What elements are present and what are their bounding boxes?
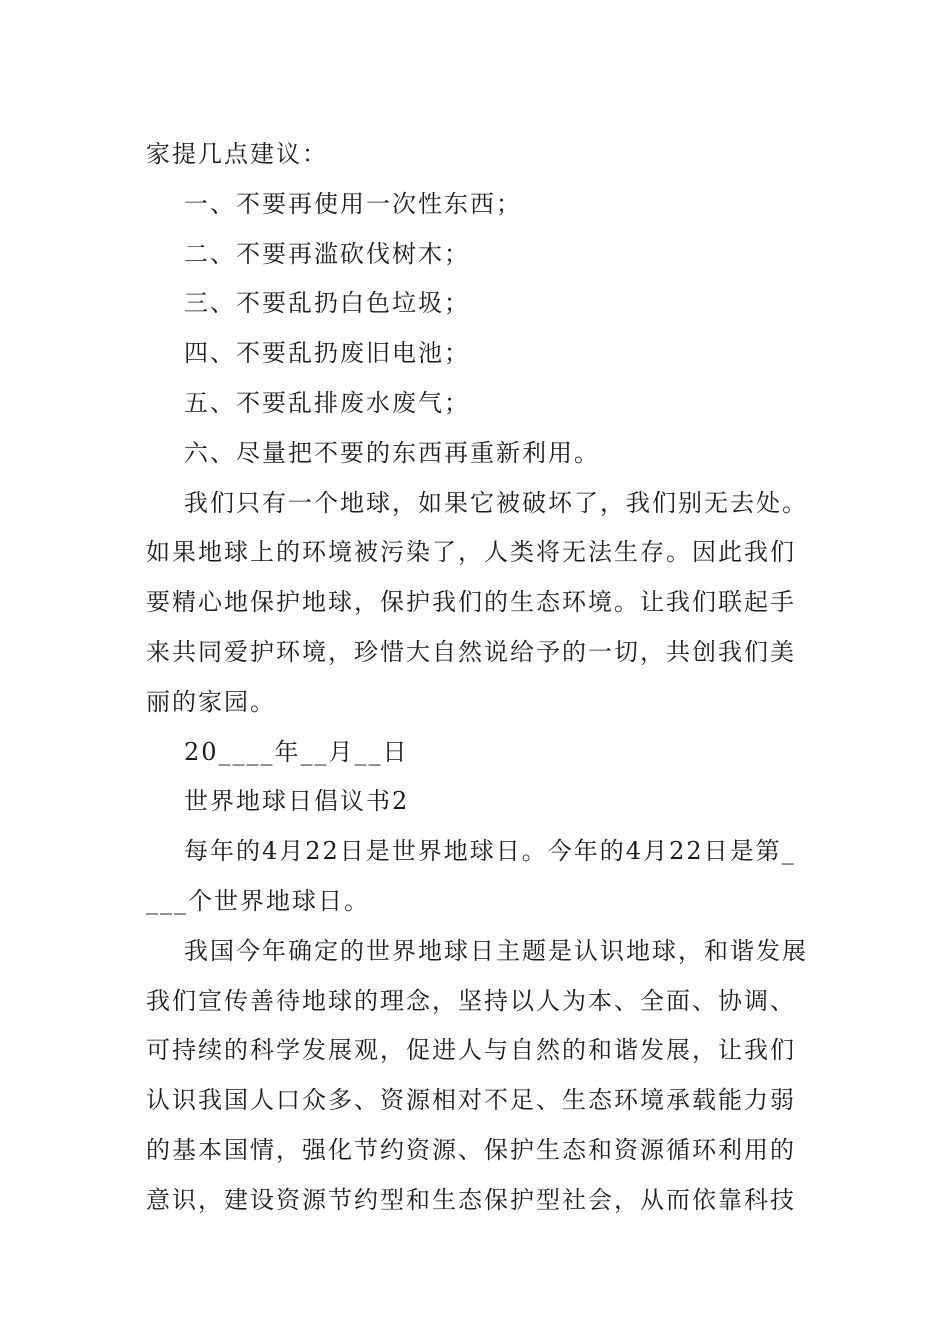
- date-line: 20____年__月__日: [184, 737, 409, 766]
- paragraph-line: 如果地球上的环境被污染了，人类将无法生存。因此我们: [146, 538, 796, 567]
- paragraph-line: ___个世界地球日。: [146, 886, 370, 915]
- suggestion-item: 六、尽量把不要的东西再重新利用。: [184, 438, 600, 467]
- paragraph-line: 的基本国情，强化节约资源、保护生态和资源循环利用的: [146, 1135, 796, 1164]
- paragraph-line: 意识，建设资源节约型和生态保护型社会，从而依靠科技: [146, 1185, 796, 1214]
- suggestion-item: 二、不要再滥砍伐树木；: [184, 239, 470, 268]
- paragraph-line: 可持续的科学发展观，促进人与自然的和谐发展，让我们: [146, 1036, 796, 1065]
- paragraph-line: 认识我国人口众多、资源相对不足、生态环境承载能力弱: [146, 1086, 796, 1115]
- suggestion-item: 五、不要乱排废水废气；: [184, 388, 470, 417]
- suggestion-item: 四、不要乱扔废旧电池；: [184, 339, 470, 368]
- paragraph-line: 来共同爱护环境，珍惜大自然说给予的一切，共创我们美: [146, 637, 796, 666]
- section-title: 世界地球日倡议书2: [184, 787, 410, 816]
- suggestion-item: 一、不要再使用一次性东西；: [184, 189, 522, 218]
- paragraph-line: 每年的4月22日是世界地球日。今年的4月22日是第_: [184, 837, 796, 866]
- text-line: 家提几点建议：: [146, 140, 328, 168]
- paragraph-line: 我国今年确定的世界地球日主题是认识地球，和谐发展: [184, 936, 808, 965]
- document-body: [146, 130, 806, 1226]
- suggestion-item: 三、不要乱扔白色垃圾；: [184, 289, 470, 318]
- paragraph-line: 丽的家园。: [146, 687, 276, 716]
- paragraph-line: 我们只有一个地球，如果它被破坏了，我们别无去处。: [184, 488, 808, 517]
- paragraph-line: 要精心地保护地球，保护我们的生态环境。让我们联起手: [146, 588, 796, 617]
- paragraph-line: 我们宣传善待地球的理念，坚持以人为本、全面、协调、: [146, 986, 796, 1015]
